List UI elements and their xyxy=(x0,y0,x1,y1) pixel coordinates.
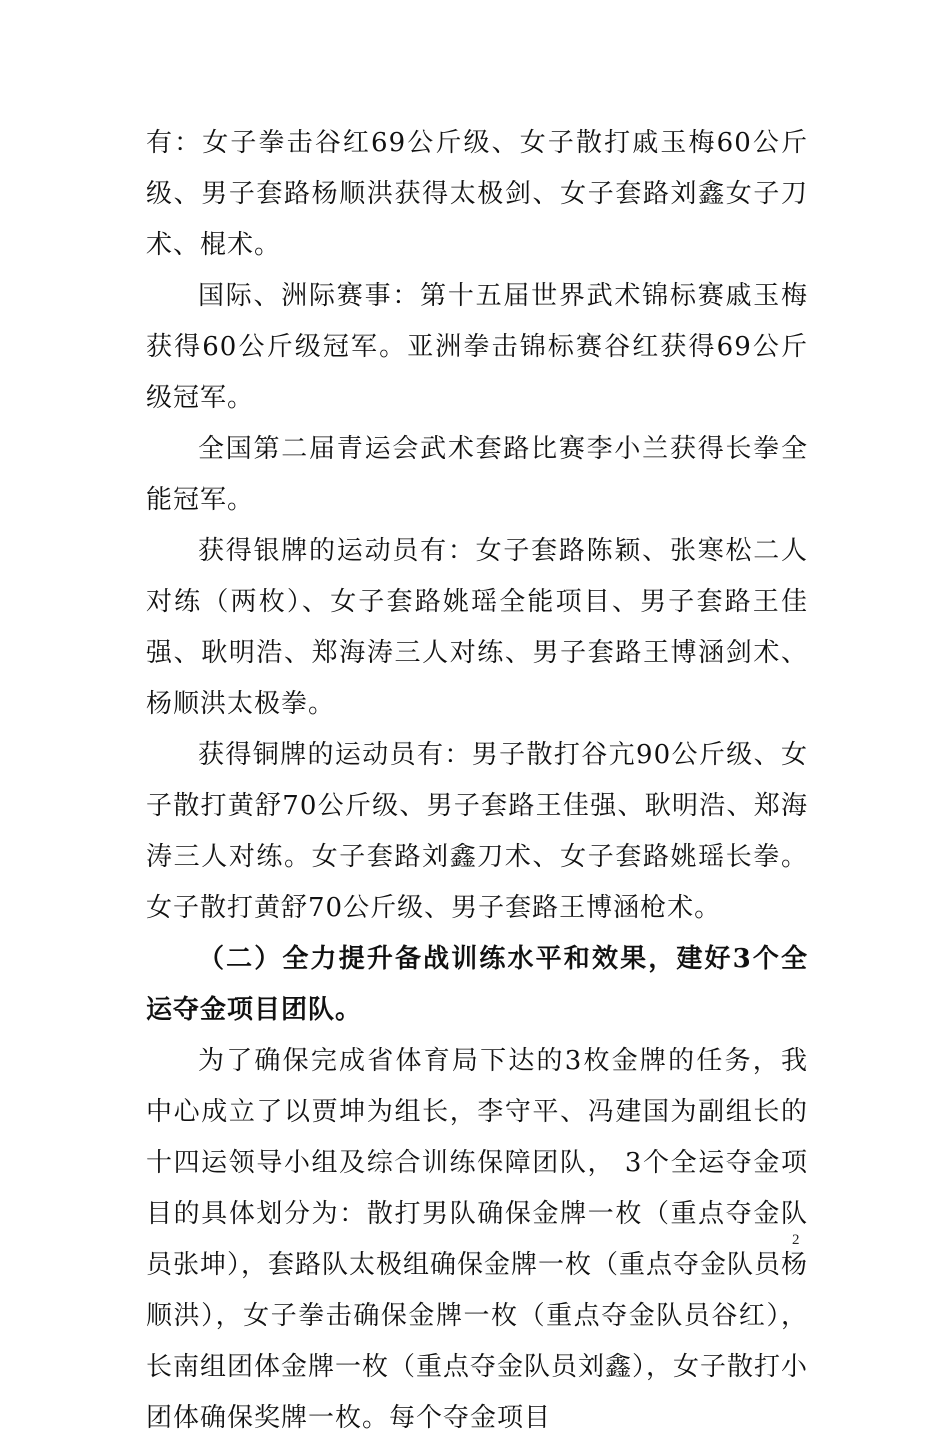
paragraph-bronze-medals: 获得铜牌的运动员有：男子散打谷亢90公斤级、女子散打黄舒70公斤级、男子套路王佳强、耿明浩、郑海涛三人对练。女子套路刘鑫刀术、女子套路姚瑶长拳。女子散打黄舒70公斤级、男子套路王博涵枪术。 xyxy=(146,740,808,923)
paragraph-youth-games: 全国第二届青运会武术套路比赛李小兰获得长拳全能冠军。 xyxy=(146,434,808,515)
paragraph-international-events: 国际、洲际赛事：第十五届世界武术锦标赛戚玉梅获得60公斤级冠军。亚洲拳击锦标赛谷红获得69公斤级冠军。 xyxy=(146,281,808,413)
section-heading: （二）全力提升备战训练水平和效果，建好3个全运夺金项目团队。 xyxy=(146,944,808,1025)
document-body xyxy=(146,118,808,1444)
paragraph-training-team: 为了确保完成省体育局下达的3枚金牌的任务，我中心成立了以贾坤为组长，李守平、冯建国为副组长的十四运领导小组及综合训练保障团队， 3个全运夺金项目的具体划分为：散打男队确保金牌一枚（重点夺金队员张坤），套路队太极组确保金牌一枚（重点夺金队员杨顺洪），女子拳击确保金牌一枚（重点夺金队员谷红），长南组团体金牌一枚（重点夺金队员刘鑫），女子散打小团体确保奖牌一枚。每个夺金项目 xyxy=(146,1046,809,1433)
page-number: 2 xyxy=(792,1232,800,1248)
paragraph-silver-medals: 获得银牌的运动员有：女子套路陈颖、张寒松二人对练（两枚）、女子套路姚瑶全能项目、男子套路王佳强、耿明浩、郑海涛三人对练、男子套路王博涵剑术、杨顺洪太极拳。 xyxy=(146,536,808,719)
paragraph-continuation: 有：女子拳击谷红69公斤级、女子散打戚玉梅60公斤级、男子套路杨顺洪获得太极剑、女子套路刘鑫女子刀术、棍术。 xyxy=(146,128,808,260)
